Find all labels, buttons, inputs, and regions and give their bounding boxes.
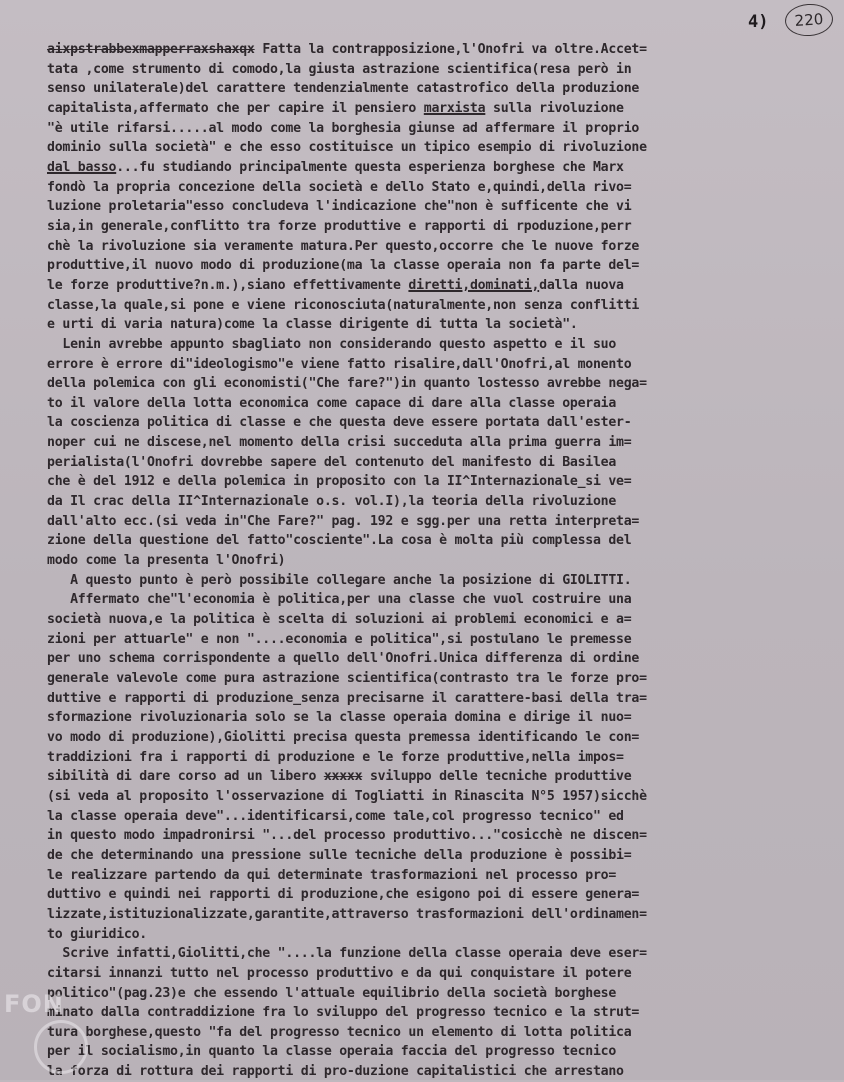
text-line bbox=[47, 1003, 837, 1023]
line-text: Affermato che"l'economia è politica,per una classe che vuol costruire una bbox=[47, 592, 632, 608]
line-text: politico"(pag.23)e che essendo l'attuale equilibrio della società borghese bbox=[47, 985, 617, 1001]
text-line bbox=[47, 276, 837, 296]
line-text: to il valore della lotta economica come capace di dare alla classe operaia bbox=[47, 395, 617, 411]
line-text: de che determinando una pressione sulle tecniche della produzione è possibi= bbox=[47, 847, 632, 863]
line-text: dalla nuova bbox=[539, 277, 624, 293]
line-text: società nuova,e la politica è scelta di soluzioni ai problemi economici e a= bbox=[47, 612, 632, 628]
line-text: Scrive infatti,Giolitti,che "....la funzione della classe operaia deve eser= bbox=[47, 946, 647, 962]
text-line bbox=[47, 355, 837, 375]
line-text: perialista(l'Onofri dovrebbe sapere del contenuto del manifesto di Basilea bbox=[47, 454, 617, 470]
line-text: che è del 1912 e della polemica in proposito con la II^Internazionale_si ve= bbox=[47, 474, 632, 490]
text-line bbox=[47, 158, 837, 178]
text-line bbox=[47, 413, 837, 433]
text-line bbox=[47, 237, 837, 257]
line-text: modo come la presenta l'Onofri) bbox=[47, 553, 286, 569]
text-line bbox=[47, 708, 837, 728]
line-text: sia,in generale,conflitto tra forze produttive e rapporti di rpoduzione,perr bbox=[47, 218, 632, 234]
line-text: A questo punto è però possibile collegare anche la posizione di GIOLITTI. bbox=[47, 572, 632, 588]
text-line bbox=[47, 826, 837, 846]
line-text: duttivo e quindi nei rapporti di produzione,che esigono poi di essere genera= bbox=[47, 887, 640, 903]
text-line bbox=[47, 905, 837, 925]
text-line bbox=[47, 217, 837, 237]
underlined-text: diretti,dominati, bbox=[408, 277, 540, 293]
text-line bbox=[47, 531, 837, 551]
line-text: traddizioni fra i rapporti di produzione e le forze produttive,nella impos= bbox=[47, 749, 624, 765]
line-text: da Il crac della II^Internazionale o.s. vol.I),la teoria della rivoluzione bbox=[47, 494, 617, 510]
text-line bbox=[47, 1023, 837, 1043]
text-line bbox=[47, 512, 837, 532]
page-number: 4) bbox=[748, 12, 769, 32]
line-text-prefix: le forze produttive?n.m.),siano effettivamente bbox=[47, 277, 409, 293]
line-text: la classe operaia deve"...identificarsi,come tale,col progresso tecnico" ed bbox=[47, 808, 624, 824]
text-line bbox=[47, 885, 837, 905]
line-text: senso unilaterale)del carattere tendenzialmente catastrofico della produzione bbox=[47, 81, 640, 97]
line-text: Fatta la contrapposizione,l'Onofri va oltre.Accet= bbox=[254, 42, 647, 57]
line-text: zioni per attuarle" e non "....economia e politica",si postulano le premesse bbox=[47, 631, 632, 647]
line-text: citarsi innanzi tutto nel processo produttivo e da qui conquistare il potere bbox=[47, 965, 632, 981]
line-text: per il socialismo,in quanto la classe operaia faccia del progresso tecnico bbox=[47, 1044, 617, 1060]
struck-text: aixpstrabbexmapperraxshaxqx bbox=[47, 42, 255, 57]
text-line bbox=[47, 689, 837, 709]
text-line bbox=[47, 846, 837, 866]
line-text: vo modo di produzione),Giolitti precisa questa premessa identificando le con= bbox=[47, 729, 640, 745]
line-text: generale valevole come pura astrazione scientifica(contrasto tra le forze pro= bbox=[47, 671, 647, 686]
text-line bbox=[47, 374, 837, 394]
line-text: le realizzare partendo da qui determinate trasformazioni nel processo pro= bbox=[47, 867, 617, 883]
line-text: ...fu studiando principalmente questa esperienza borghese che Marx bbox=[116, 159, 624, 175]
line-text: in questo modo impadronirsi "...del processo produttivo..."cosicchè ne discen= bbox=[47, 828, 647, 844]
line-text-prefix: capitalista,affermato che per capire il pensiero bbox=[47, 100, 424, 116]
text-line bbox=[47, 315, 837, 335]
line-text: sformazione rivoluzionaria solo se la classe operaia domina e dirige il nuo= bbox=[47, 710, 632, 726]
line-text: dominio sulla società" e che esso costituisce un tipico esempio di rivoluzione bbox=[47, 140, 647, 156]
line-text: duttive e rapporti di produzione_senza precisarne il carattere-basi della tra= bbox=[47, 690, 647, 706]
text-line bbox=[47, 669, 837, 689]
typewritten-text bbox=[47, 40, 837, 1082]
text-line bbox=[47, 964, 837, 984]
text-line bbox=[47, 472, 837, 492]
archive-watermark: FON bbox=[4, 990, 64, 1018]
text-line bbox=[47, 925, 837, 945]
line-text: noper cui ne discese,nel momento della crisi succeduta alla prima guerra im= bbox=[47, 435, 632, 451]
text-line bbox=[47, 1062, 837, 1082]
text-line bbox=[47, 571, 837, 591]
text-line bbox=[47, 138, 837, 158]
text-line bbox=[47, 79, 837, 99]
text-line bbox=[47, 787, 837, 807]
text-line bbox=[47, 748, 837, 768]
archive-number-stamp: 220 bbox=[784, 2, 834, 37]
line-text: Lenin avrebbe appunto sbagliato non considerando questo aspetto e il suo bbox=[47, 336, 617, 352]
text-line bbox=[47, 807, 837, 827]
line-text: sviluppo delle tecniche produttive bbox=[362, 769, 632, 785]
struck-text: xxxxx bbox=[323, 769, 363, 785]
line-text: della polemica con gli economisti("Che fare?")in quanto lostesso avrebbe nega= bbox=[47, 376, 647, 392]
underlined-text: dal basso bbox=[47, 159, 117, 175]
line-text: "è utile rifarsi.....al modo come la borghesia giunse ad affermare il proprio bbox=[47, 120, 640, 136]
text-line bbox=[47, 728, 837, 748]
line-text: (si veda al proposito l'osservazione di Togliatti in Rinascita N°5 1957)sicchè bbox=[47, 788, 647, 804]
text-line bbox=[47, 767, 837, 787]
text-line bbox=[47, 551, 837, 571]
line-text: to giuridico. bbox=[47, 926, 147, 942]
line-text: per uno schema corrispondente a quello dell'Onofri.Unica differenza di ordine bbox=[47, 651, 640, 667]
line-text: chè la rivoluzione sia veramente matura.Per questo,occorre che le nuove forze bbox=[47, 238, 640, 254]
text-line bbox=[47, 119, 837, 139]
line-text: errore è errore di"ideologismo"e viene fatto risalire,dall'Onofri,al monento bbox=[47, 356, 632, 372]
text-line bbox=[47, 866, 837, 886]
text-line bbox=[47, 335, 837, 355]
text-line bbox=[47, 394, 837, 414]
text-line bbox=[47, 984, 837, 1004]
text-line bbox=[47, 433, 837, 453]
text-line bbox=[47, 296, 837, 316]
text-line bbox=[47, 453, 837, 473]
text-line bbox=[47, 649, 837, 669]
line-text: luzione proletaria"esso concludeva l'indicazione che"non è sufficente che vi bbox=[47, 199, 632, 215]
text-line bbox=[47, 197, 837, 217]
line-text-prefix: sibilità di dare corso ad un libero bbox=[47, 769, 324, 785]
line-text: produttive,il nuovo modo di produzione(ma la classe operaia non fa parte del= bbox=[47, 258, 640, 274]
line-text: la coscienza politica di classe e che questa deve essere portata dall'ester- bbox=[47, 415, 632, 431]
text-line bbox=[47, 610, 837, 630]
line-text: classe,la quale,si pone e viene riconosciuta(naturalmente,non senza conflitti bbox=[47, 297, 640, 313]
line-text: zione della questione del fatto"cosciente".La cosa è molta più complessa del bbox=[47, 533, 632, 549]
text-line bbox=[47, 1042, 837, 1062]
line-text: minato dalla contraddizione fra lo sviluppo del progresso tecnico e la strut= bbox=[47, 1005, 640, 1021]
text-line bbox=[47, 99, 837, 119]
underlined-text: marxista bbox=[423, 100, 486, 116]
watermark-logo bbox=[34, 1020, 88, 1074]
text-line bbox=[47, 630, 837, 650]
text-line bbox=[47, 944, 837, 964]
line-text: la forza di rottura dei rapporti di pro-duzione capitalistici che arrestano bbox=[47, 1064, 624, 1080]
text-line bbox=[47, 590, 837, 610]
line-text: dall'alto ecc.(si veda in"Che Fare?" pag. 192 e sgg.per una retta interpreta= bbox=[47, 513, 640, 529]
line-text: tura borghese,questo "fa del progresso tecnico un elemento di lotta politica bbox=[47, 1024, 632, 1040]
line-text: sulla rivoluzione bbox=[485, 100, 624, 116]
line-text: tata ,come strumento di comodo,la giusta astrazione scientifica(resa però in bbox=[47, 61, 632, 77]
line-text: lizzate,istituzionalizzate,garantite,attraverso trasformazioni dell'ordinamen= bbox=[47, 906, 647, 922]
text-line bbox=[47, 40, 837, 60]
line-text: fondò la propria concezione della società e dello Stato e,quindi,della rivo= bbox=[47, 179, 632, 195]
text-line bbox=[47, 492, 837, 512]
text-line bbox=[47, 256, 837, 276]
text-line bbox=[47, 178, 837, 198]
line-text: e urti di varia natura)come la classe dirigente di tutta la società". bbox=[47, 317, 578, 333]
text-line bbox=[47, 60, 837, 80]
